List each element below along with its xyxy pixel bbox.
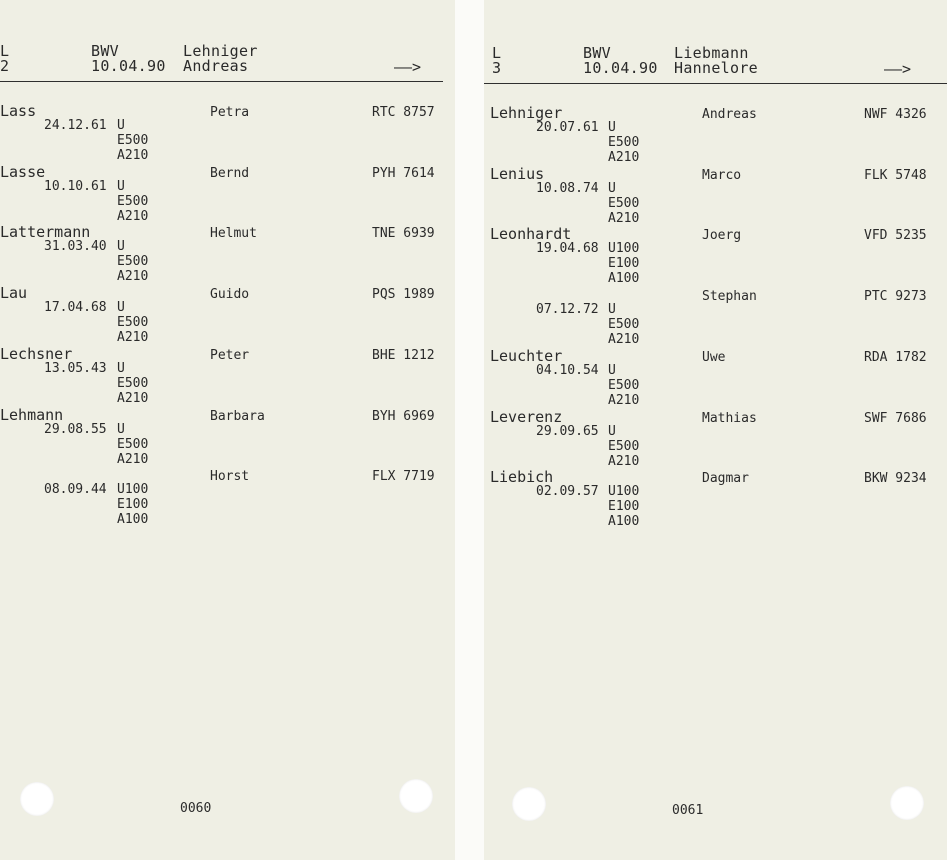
entry-plate: BHE 1212: [372, 347, 435, 363]
header-rule: [0, 81, 443, 82]
entry-code: E500: [117, 133, 149, 148]
entry-birthdate: 04.10.54: [536, 362, 599, 378]
entry-code: A210: [608, 332, 640, 348]
entry-code: E500: [608, 135, 640, 150]
entry-surname: Leverenz: [490, 407, 563, 426]
entry-plate: RTC 8757: [372, 105, 435, 120]
entry-code: U: [608, 180, 616, 196]
entry-code: U: [117, 178, 125, 194]
entry-plate: PTC 9273: [864, 289, 927, 305]
entry-firstname: Petra: [210, 105, 250, 120]
entry-firstname: Barbara: [210, 408, 265, 424]
header-org: BWV: [583, 44, 611, 62]
entry-surname: Lehniger: [490, 104, 563, 122]
entry-code: E500: [608, 195, 640, 211]
entry-code: E500: [117, 315, 149, 331]
entry-plate: VFD 5235: [864, 228, 927, 244]
entry-code: U100: [608, 484, 640, 500]
entry-firstname: Marco: [702, 167, 742, 183]
header-sheet-number: 3: [492, 59, 502, 77]
entry-birthdate: 29.08.55: [44, 421, 107, 437]
entry-code: E100: [608, 499, 640, 515]
entry-firstname: Mathias: [702, 410, 757, 426]
entry-birthdate: 13.05.43: [44, 360, 107, 376]
punch-hole: [20, 782, 54, 816]
entry-code: E500: [117, 375, 149, 391]
entry-code: A210: [117, 390, 149, 406]
entry-birthdate: 24.12.61: [44, 118, 107, 133]
entry-code: A210: [608, 150, 640, 165]
header-org: BWV: [91, 42, 119, 60]
entry-firstname: Uwe: [702, 349, 726, 365]
entry-code: A210: [117, 208, 149, 224]
next-arrow-icon: ——>: [394, 58, 422, 76]
entry-code: U: [117, 360, 125, 376]
header-date: 10.04.90: [583, 59, 658, 77]
entry-code: A100: [117, 512, 149, 528]
entry-code: U: [117, 300, 125, 316]
entry-code: E100: [117, 497, 149, 513]
entry-surname: Lasse: [0, 162, 46, 181]
header-letter: L: [492, 44, 502, 62]
entry-birthdate: 07.12.72: [536, 302, 599, 318]
entry-code: U100: [117, 482, 149, 498]
entry-firstname: Peter: [210, 347, 250, 363]
page-number: 0061: [672, 803, 704, 818]
entry-firstname: Bernd: [210, 165, 250, 181]
entry-plate: NWF 4326: [864, 107, 927, 122]
entry-surname: Lass: [0, 102, 37, 120]
entry-surname: Leuchter: [490, 346, 563, 365]
header-surname: Liebmann: [674, 44, 749, 62]
entry-code: A210: [117, 148, 149, 163]
punch-hole: [890, 786, 924, 820]
next-arrow-icon: ——>: [884, 60, 912, 78]
left-page: [0, 0, 455, 860]
entry-code: U: [117, 118, 125, 133]
header-sheet-number: 2: [0, 57, 10, 75]
entry-code: E500: [117, 436, 149, 452]
header-letter: L: [0, 42, 10, 60]
entry-firstname: Dagmar: [702, 471, 749, 487]
header-date: 10.04.90: [91, 57, 166, 75]
entry-birthdate: 31.03.40: [44, 239, 107, 255]
entry-surname: Lenius: [490, 164, 545, 183]
entry-code: A210: [117, 451, 149, 467]
entry-code: U: [608, 423, 616, 439]
entry-plate: BKW 9234: [864, 471, 927, 487]
entry-code: U100: [608, 241, 640, 257]
entry-birthdate: 10.10.61: [44, 178, 107, 194]
entry-code: U: [608, 302, 616, 318]
entry-code: A210: [117, 330, 149, 346]
entry-firstname: Joerg: [702, 228, 742, 244]
entry-surname: Lau: [0, 284, 28, 303]
header-rule: [484, 83, 947, 84]
entry-code: E500: [608, 377, 640, 393]
entry-plate: BYH 6969: [372, 408, 435, 424]
punch-hole: [512, 787, 546, 821]
entry-code: A210: [608, 392, 640, 408]
entry-surname: Lechsner: [0, 344, 73, 363]
entry-firstname: Stephan: [702, 289, 757, 305]
entry-surname: Lattermann: [0, 223, 91, 242]
entry-surname: Lehmann: [0, 405, 64, 424]
entry-code: A210: [608, 210, 640, 226]
entry-code: E500: [117, 193, 149, 209]
entry-plate: RDA 1782: [864, 349, 927, 365]
entry-plate: FLX 7719: [372, 469, 435, 485]
entry-code: E500: [608, 317, 640, 333]
entry-firstname: Helmut: [210, 226, 257, 242]
entry-surname: Leonhardt: [490, 225, 572, 244]
entry-plate: SWF 7686: [864, 410, 927, 426]
entry-firstname: Guido: [210, 287, 250, 303]
entry-surname: Liebich: [490, 468, 554, 487]
entry-plate: PQS 1989: [372, 287, 435, 303]
entry-birthdate: 17.04.68: [44, 300, 107, 316]
header-firstname: Andreas: [183, 57, 249, 75]
entry-code: A100: [608, 514, 640, 530]
entry-plate: TNE 6939: [372, 226, 435, 242]
entry-code: U: [608, 362, 616, 378]
entry-birthdate: 02.09.57: [536, 484, 599, 500]
entry-birthdate: 10.08.74: [536, 180, 599, 196]
header-firstname: Hannelore: [674, 59, 758, 77]
entry-firstname: Horst: [210, 469, 250, 485]
entry-plate: PYH 7614: [372, 165, 435, 181]
entry-code: A210: [117, 269, 149, 285]
page-number: 0060: [180, 801, 212, 816]
entry-firstname: Andreas: [702, 107, 757, 122]
right-page: [484, 0, 947, 860]
entry-birthdate: 08.09.44: [44, 482, 107, 498]
entry-birthdate: 19.04.68: [536, 241, 599, 257]
entry-plate: FLK 5748: [864, 167, 927, 183]
entry-code: E500: [608, 438, 640, 454]
entry-birthdate: 29.09.65: [536, 423, 599, 439]
entry-code: U: [117, 239, 125, 255]
entry-birthdate: 20.07.61: [536, 120, 599, 135]
entry-code: U: [608, 120, 616, 135]
entry-code: U: [117, 421, 125, 437]
punch-hole: [399, 779, 433, 813]
entry-code: A100: [608, 271, 640, 287]
entry-code: E500: [117, 254, 149, 270]
header-surname: Lehniger: [183, 42, 258, 60]
entry-code: A210: [608, 453, 640, 469]
page-gutter: [455, 0, 484, 860]
entry-code: E100: [608, 256, 640, 272]
